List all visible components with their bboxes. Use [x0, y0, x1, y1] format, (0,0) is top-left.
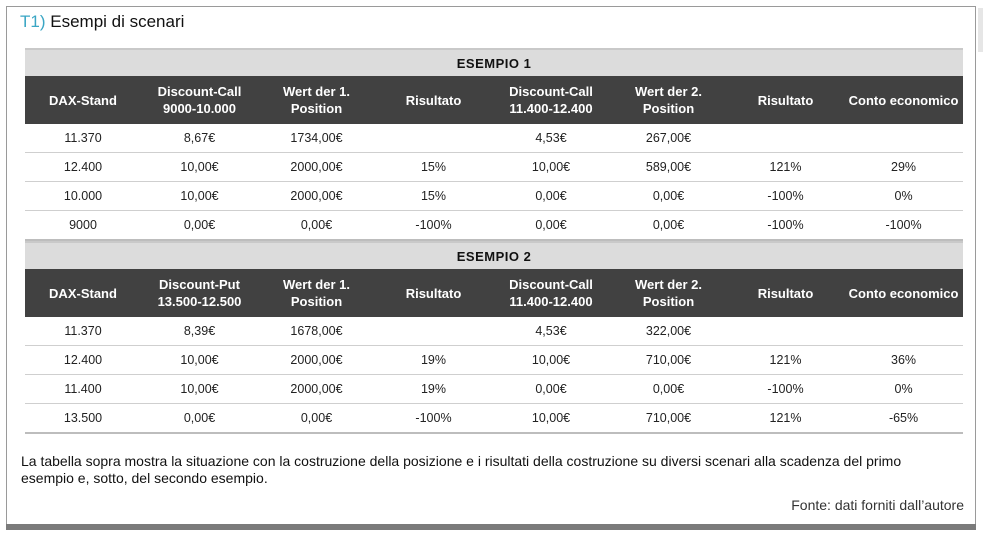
- table-cell: 13.500: [25, 404, 141, 434]
- table-cell: 10,00€: [492, 153, 610, 182]
- table-cell: 4,53€: [492, 317, 610, 346]
- scenario-table-1: [25, 48, 963, 241]
- table-cell: 2000,00€: [258, 346, 375, 375]
- column-header: Discount-Call 11.400-12.400: [492, 269, 610, 317]
- table-row: [25, 346, 963, 375]
- source-note: Fonte: dati forniti dall’autore: [791, 497, 964, 513]
- table-cell: 8,39€: [141, 317, 258, 346]
- table-cell: 2000,00€: [258, 375, 375, 404]
- column-header: DAX-Stand: [25, 269, 141, 317]
- table-cell: 2000,00€: [258, 153, 375, 182]
- table-cell: 19%: [375, 346, 492, 375]
- table-cell: [375, 124, 492, 153]
- table-cell: 710,00€: [610, 346, 727, 375]
- table-cell: 121%: [727, 153, 844, 182]
- table-cell: 1678,00€: [258, 317, 375, 346]
- table-row: [25, 153, 963, 182]
- table-cell: 10,00€: [141, 182, 258, 211]
- table-cell: -100%: [375, 404, 492, 434]
- figure-number: T1): [20, 12, 46, 31]
- table-cell: 0,00€: [258, 211, 375, 241]
- table-cell: -100%: [727, 182, 844, 211]
- column-header: Wert der 2. Position: [610, 269, 727, 317]
- table-cell: 15%: [375, 153, 492, 182]
- header-row: [25, 269, 963, 317]
- table-cell: 0,00€: [258, 404, 375, 434]
- column-header: Wert der 1. Position: [258, 76, 375, 124]
- table-row: [25, 211, 963, 241]
- table-cell: 10,00€: [141, 153, 258, 182]
- table-cell: 589,00€: [610, 153, 727, 182]
- table-cell: [375, 317, 492, 346]
- column-header: Conto economico: [844, 269, 963, 317]
- column-header: Wert der 1. Position: [258, 269, 375, 317]
- table-cell: 12.400: [25, 346, 141, 375]
- table-cell: 15%: [375, 182, 492, 211]
- table-cell: 36%: [844, 346, 963, 375]
- table-cell: [844, 317, 963, 346]
- table-cell: 11.370: [25, 317, 141, 346]
- table-cell: 0,00€: [492, 211, 610, 241]
- table-cell: 4,53€: [492, 124, 610, 153]
- column-header: Risultato: [375, 76, 492, 124]
- table-cell: [844, 124, 963, 153]
- figure-title: [20, 12, 184, 32]
- scrollbar-stub[interactable]: [978, 8, 983, 52]
- table-cell: 121%: [727, 404, 844, 434]
- table-cell: 10,00€: [141, 375, 258, 404]
- scenario-table-2: [25, 241, 963, 434]
- table-cell: 121%: [727, 346, 844, 375]
- table-cell: 710,00€: [610, 404, 727, 434]
- table-cell: 10,00€: [492, 404, 610, 434]
- table-cell: 0%: [844, 375, 963, 404]
- table-cell: 8,67€: [141, 124, 258, 153]
- table-cell: -65%: [844, 404, 963, 434]
- table-cell: 0,00€: [492, 375, 610, 404]
- table-cell: 11.400: [25, 375, 141, 404]
- example-label: ESEMPIO 1: [25, 49, 963, 76]
- column-header: Risultato: [727, 76, 844, 124]
- table-cell: [727, 124, 844, 153]
- column-header: Risultato: [727, 269, 844, 317]
- table-row: [25, 182, 963, 211]
- column-header: Discount-Call 9000-10.000: [141, 76, 258, 124]
- column-header: Discount-Put 13.500-12.500: [141, 269, 258, 317]
- table-cell: -100%: [844, 211, 963, 241]
- example-label: ESEMPIO 2: [25, 242, 963, 269]
- bottom-border-bar: [6, 524, 976, 530]
- column-header: Risultato: [375, 269, 492, 317]
- table-cell: 10.000: [25, 182, 141, 211]
- table-caption: La tabella sopra mostra la situazione con la costruzione della posizione e i risultati della costruzione su diversi scenari alla scadenza del primo esempio e, sotto, del secondo esempio.: [21, 453, 902, 486]
- table-cell: 267,00€: [610, 124, 727, 153]
- table-cell: 10,00€: [492, 346, 610, 375]
- table-cell: 2000,00€: [258, 182, 375, 211]
- example-band: [25, 242, 963, 269]
- table-cell: 29%: [844, 153, 963, 182]
- column-header: Conto economico: [844, 76, 963, 124]
- header-row: [25, 76, 963, 124]
- table-cell: 19%: [375, 375, 492, 404]
- table-cell: -100%: [375, 211, 492, 241]
- table-cell: 0%: [844, 182, 963, 211]
- table-cell: 0,00€: [141, 404, 258, 434]
- table-cell: 0,00€: [610, 182, 727, 211]
- table-cell: 9000: [25, 211, 141, 241]
- table-cell: -100%: [727, 375, 844, 404]
- table-cell: 1734,00€: [258, 124, 375, 153]
- table-cell: 0,00€: [610, 211, 727, 241]
- table-row: [25, 317, 963, 346]
- column-header: Discount-Call 11.400-12.400: [492, 76, 610, 124]
- table-cell: [727, 317, 844, 346]
- table-cell: 0,00€: [492, 182, 610, 211]
- table-row: [25, 404, 963, 434]
- table-cell: 0,00€: [610, 375, 727, 404]
- table-cell: 0,00€: [141, 211, 258, 241]
- figure-title-text: Esempi di scenari: [50, 12, 185, 31]
- column-header: Wert der 2. Position: [610, 76, 727, 124]
- table-row: [25, 124, 963, 153]
- table-cell: 11.370: [25, 124, 141, 153]
- example-band: [25, 49, 963, 76]
- table-cell: -100%: [727, 211, 844, 241]
- table-cell: 10,00€: [141, 346, 258, 375]
- column-header: DAX-Stand: [25, 76, 141, 124]
- table-row: [25, 375, 963, 404]
- table-cell: 322,00€: [610, 317, 727, 346]
- table-cell: 12.400: [25, 153, 141, 182]
